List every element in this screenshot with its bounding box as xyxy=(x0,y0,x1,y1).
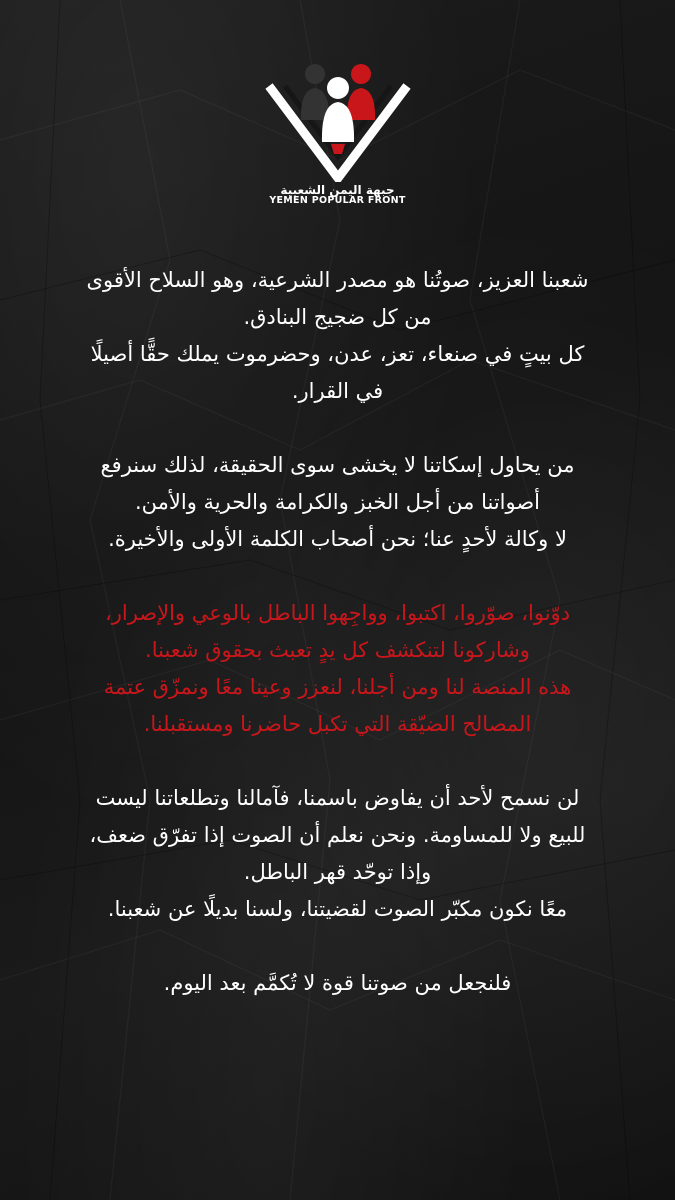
text-line: فلنجعل من صوتنا قوة لا تُكمَّم بعد اليوم. xyxy=(163,971,512,995)
text-line: وإذا توحّد قهر الباطل. xyxy=(243,860,432,884)
text-line: وشاركونا لتنكشف كل يدٍ تعبث بحقوق شعبنا. xyxy=(145,638,530,662)
brand-name-arabic: جبهة اليمن الشعبية xyxy=(280,183,395,197)
text-line: من يحاول إسكاتنا لا يخشى سوى الحقيقة، لذلك سنرفع xyxy=(100,453,575,477)
paragraph-3-highlighted xyxy=(40,595,635,743)
yemen-popular-front-logo-icon xyxy=(263,62,413,182)
text-line: لا وكالة لأحدٍ عنا؛ نحن أصحاب الكلمة الأولى والأخيرة. xyxy=(108,527,567,551)
paragraph-2 xyxy=(40,447,635,558)
paragraph-4 xyxy=(40,780,635,928)
text-line: في القرار. xyxy=(291,379,384,403)
text-line: دوّنوا، صوّروا، اكتبوا، وواجِهوا الباطل بالوعي والإصرار، xyxy=(104,601,571,625)
text-line: من كل ضجيج البنادق. xyxy=(243,305,432,329)
text-line: معًا نكون مكبّر الصوت لقضيتنا، ولسنا بديلًا عن شعبنا. xyxy=(107,897,568,921)
text-line: لن نسمح لأحد أن يفاوض باسمنا، فآمالنا وتطلعاتنا ليست xyxy=(95,786,580,810)
paragraph-5 xyxy=(40,965,635,1002)
text-line: أصواتنا من أجل الخبز والكرامة والحرية والأمن. xyxy=(134,490,541,514)
text-line: شعبنا العزيز، صوتُنا هو مصدر الشرعية، وهو السلاح الأقوى xyxy=(86,268,589,292)
brand-name-english: YEMEN POPULAR FRONT xyxy=(269,195,406,206)
text-line: هذه المنصة لنا ومن أجلنا، لنعزز وعينا معًا ونمزّق عتمة xyxy=(103,675,572,699)
text-line: للبيع ولا للمساومة. ونحن نعلم أن الصوت إذا تفرّق ضعف، xyxy=(89,823,586,847)
text-line: المصالح الضيّقة التي تكبل حاضرنا ومستقبلنا. xyxy=(143,712,532,736)
text-line: كل بيتٍ في صنعاء، تعز، عدن، وحضرموت يملك حقًّا أصيلًا xyxy=(90,342,585,366)
statement-text xyxy=(40,262,635,1039)
paragraph-1 xyxy=(40,262,635,410)
